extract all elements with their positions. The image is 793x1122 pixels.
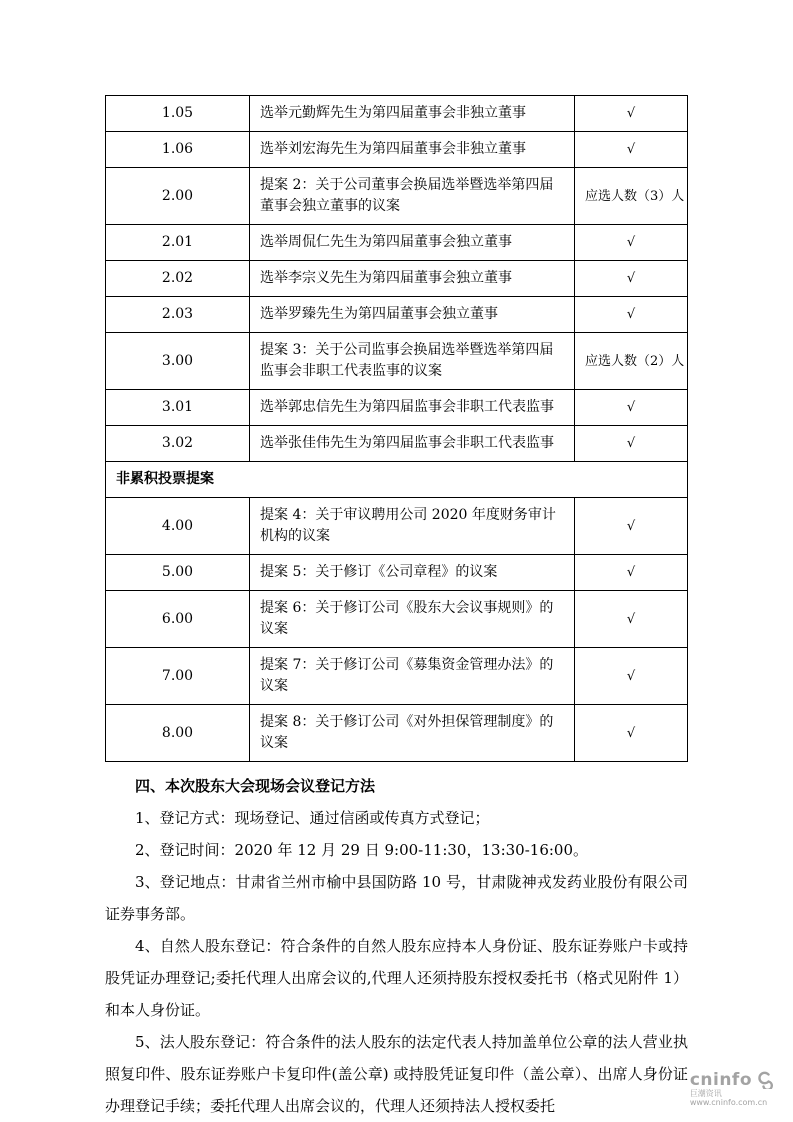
proposal-vote: √	[575, 225, 688, 261]
table-row	[106, 591, 688, 648]
proposal-vote: 应选人数（3）人	[575, 168, 688, 225]
proposal-vote: √	[575, 297, 688, 333]
proposal-code: 1.05	[106, 96, 250, 132]
proposal-code: 2.00	[106, 168, 250, 225]
proposal-vote: √	[575, 498, 688, 555]
proposal-vote: √	[575, 426, 688, 462]
paragraph-registration-method: 1、登记方式：现场登记、通过信函或传真方式登记；	[135, 809, 490, 827]
table-row	[106, 168, 688, 225]
registration-section	[105, 770, 688, 1122]
table-row	[106, 426, 688, 462]
proposal-code: 7.00	[106, 648, 250, 705]
proposal-vote: √	[575, 648, 688, 705]
cninfo-url: www.cninfo.com.cn	[689, 1098, 768, 1108]
table-row	[106, 555, 688, 591]
proposal-vote: √	[575, 132, 688, 168]
proposal-vote: √	[575, 591, 688, 648]
cninfo-logo-top	[690, 1071, 773, 1090]
proposal-code: 4.00	[106, 498, 250, 555]
proposal-desc: 选举李宗义先生为第四届董事会独立董事	[250, 261, 575, 297]
proposal-desc: 选举周侃仁先生为第四届董事会独立董事	[250, 225, 575, 261]
proposal-desc: 选举元勤辉先生为第四届董事会非独立董事	[250, 96, 575, 132]
cninfo-logo-subtext	[690, 1090, 773, 1108]
table-row	[106, 705, 688, 762]
proposal-desc: 选举刘宏海先生为第四届董事会非独立董事	[250, 132, 575, 168]
proposal-code: 5.00	[106, 555, 250, 591]
table-row	[106, 297, 688, 333]
cninfo-brand-cn: 巨潮资讯	[689, 1089, 722, 1099]
table-row	[106, 333, 688, 390]
proposal-code: 6.00	[106, 591, 250, 648]
cninfo-logo-text: cninfo	[689, 1069, 752, 1090]
proposal-code: 2.02	[106, 261, 250, 297]
proposal-code: 3.01	[106, 390, 250, 426]
proposal-desc: 提案 7：关于修订公司《募集资金管理办法》的议案	[250, 648, 575, 705]
table-row	[106, 96, 688, 132]
table-row	[106, 132, 688, 168]
proposal-desc: 提案 5：关于修订《公司章程》的议案	[250, 555, 575, 591]
proposal-desc: 提案 4：关于审议聘用公司 2020 年度财务审计机构的议案	[250, 498, 575, 555]
proposal-desc: 提案 6：关于修订公司《股东大会议事规则》的议案	[250, 591, 575, 648]
table-row	[106, 498, 688, 555]
table-section-row	[106, 462, 688, 498]
proposal-vote: 应选人数（2）人	[575, 333, 688, 390]
proposal-code: 2.03	[106, 297, 250, 333]
table-row	[106, 261, 688, 297]
section-heading: 四、本次股东大会现场会议登记方法	[135, 777, 376, 795]
proposal-table	[105, 95, 688, 762]
proposal-desc: 选举郭忠信先生为第四届监事会非职工代表监事	[250, 390, 575, 426]
paragraph-legal-person: 5、法人股东登记：符合条件的法人股东的法定代表人持加盖单位公章的法人营业执照复印件、股东证券账户卡复印件(盖公章) 或持股凭证复印件（盖公章）、出席人身份证办理登记手续；委托代理人出席会议的，代理人还须持法人授权委托	[105, 1033, 688, 1115]
proposal-vote: √	[575, 705, 688, 762]
proposal-code: 2.01	[106, 225, 250, 261]
paragraph-registration-place: 3、登记地点：甘肃省兰州市榆中县国防路 10 号，甘肃陇神戎发药业股份有限公司证券事务部。	[105, 873, 688, 923]
proposal-desc: 提案 2：关于公司董事会换届选举暨选举第四届董事会独立董事的议案	[250, 168, 575, 225]
paragraph-natural-person: 4、自然人股东登记：符合条件的自然人股东应持本人身份证、股东证券账户卡或持股凭证办理登记;委托代理人出席会议的,代理人还须持股东授权委托书（格式见附件 1）和本人身份证。	[105, 937, 688, 1019]
table-row	[106, 648, 688, 705]
proposal-vote: √	[575, 96, 688, 132]
paragraph-registration-time: 2、登记时间：2020 年 12 月 29 日 9:00-11:30，13:30-16:00。	[135, 841, 589, 859]
cninfo-swirl-icon	[755, 1071, 773, 1089]
proposal-code: 1.06	[106, 132, 250, 168]
proposal-desc: 选举张佳伟先生为第四届监事会非职工代表监事	[250, 426, 575, 462]
proposal-desc: 提案 8：关于修订公司《对外担保管理制度》的议案	[250, 705, 575, 762]
proposal-code: 3.02	[106, 426, 250, 462]
proposal-vote: √	[575, 555, 688, 591]
cninfo-logo	[690, 1071, 773, 1108]
proposal-vote: √	[575, 390, 688, 426]
table-row	[106, 225, 688, 261]
proposal-desc: 提案 3：关于公司监事会换届选举暨选举第四届监事会非职工代表监事的议案	[250, 333, 575, 390]
proposal-vote: √	[575, 261, 688, 297]
proposal-desc: 选举罗臻先生为第四届董事会独立董事	[250, 297, 575, 333]
table-row	[106, 390, 688, 426]
proposal-code: 3.00	[106, 333, 250, 390]
table-section-header: 非累积投票提案	[106, 462, 688, 498]
proposal-code: 8.00	[106, 705, 250, 762]
